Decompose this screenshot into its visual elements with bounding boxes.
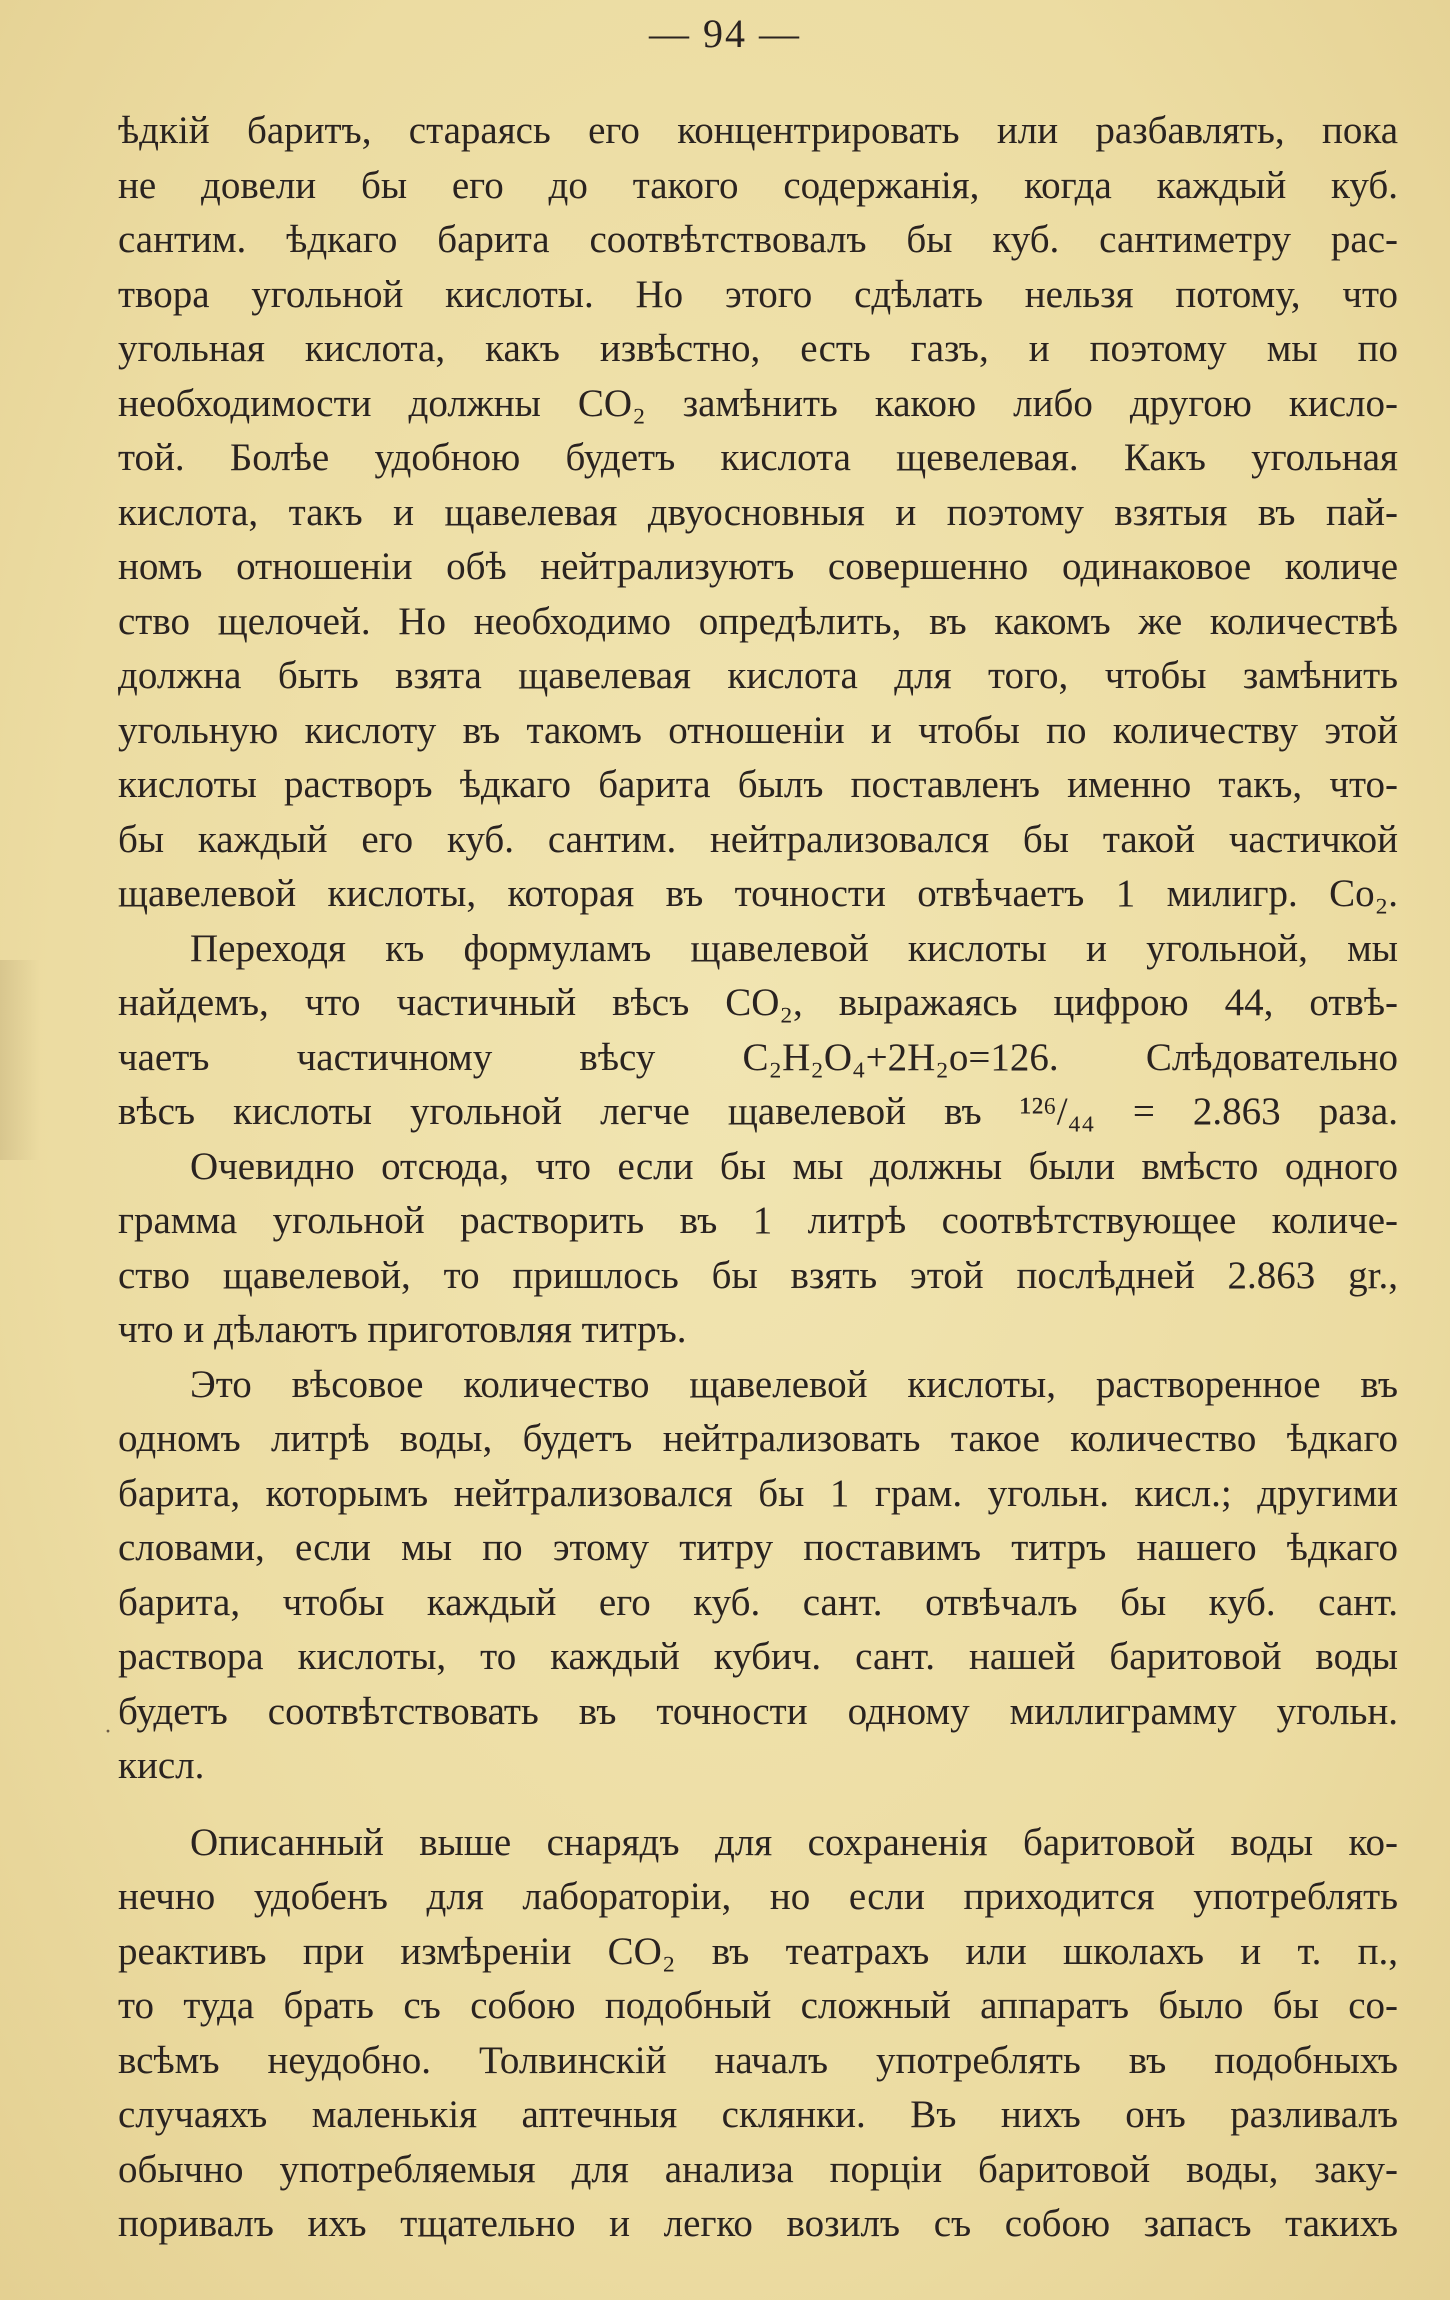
text-line: кисл. xyxy=(118,1744,205,1787)
body-text xyxy=(118,104,1398,2252)
text-line: угольная кислота, какъ извѣстно, есть газъ, и поэтому мы по xyxy=(118,327,1398,370)
text-line: сантим. ѣдкаго барита соотвѣтствовалъ бы куб. сантиметру рас- xyxy=(118,218,1398,261)
text-line: нечно удобенъ для лабораторіи, но если приходится употреблять xyxy=(118,1875,1398,1918)
text-line: чаетъ частичному вѣсу C₂H₂O₄+2H₂o=126. Слѣдовательно xyxy=(118,1035,1398,1079)
text-line: Это вѣсовое количество щавелевой кислоты, растворенное въ xyxy=(190,1362,1398,1406)
text-line: бы каждый его куб. сантим. нейтрализовался бы такой частичкой xyxy=(118,817,1398,861)
text-line: Очевидно отсюда, что если бы мы должны были вмѣсто одного xyxy=(190,1144,1398,1188)
text-line: Переходя къ формуламъ щавелевой кислоты и угольной, мы xyxy=(190,926,1398,970)
text-line: грамма угольной растворить въ 1 литрѣ соотвѣтствующее количе- xyxy=(118,1199,1398,1242)
text-line: найдемъ, что частичный вѣсъ CO₂, выражаясь цифрою 44, отвѣ- xyxy=(118,981,1398,1024)
text-line: Описанный выше снарядъ для сохраненія баритовой воды ко- xyxy=(190,1820,1398,1864)
text-line: будетъ соотвѣтствовать въ точности одному миллиграмму угольн. xyxy=(118,1689,1398,1733)
text-line: вѣсъ кислоты угольной легче щавелевой въ ¹²⁶/₄₄ = 2.863 раза. xyxy=(118,1090,1398,1133)
text-line: реактивъ при измѣреніи CO₂ въ театрахъ или школахъ и т. п., xyxy=(118,1929,1398,1973)
text-line: одномъ литрѣ воды, будетъ нейтрализовать такое количество ѣдкаго xyxy=(118,1417,1398,1460)
text-line: барита, которымъ нейтрализовался бы 1 грам. угольн. кисл.; другими xyxy=(118,1471,1398,1515)
page-edge-stain xyxy=(0,960,40,1160)
text-line: необходимости должны CO₂ замѣнить какою либо другою кисло- xyxy=(118,381,1398,425)
text-line: всѣмъ неудобно. Толвинскій началъ употреблять въ подобныхъ xyxy=(118,2038,1398,2082)
text-line: угольную кислоту въ такомъ отношеніи и чтобы по количеству этой xyxy=(118,708,1398,752)
text-line: ство щелочей. Но необходимо опредѣлить, въ какомъ же количествѣ xyxy=(118,599,1398,643)
text-line: обычно употребляемыя для анализа порціи баритовой воды, заку- xyxy=(118,2147,1398,2191)
text-line: то туда брать съ собою подобный сложный аппаратъ было бы со- xyxy=(118,1984,1398,2027)
text-line: ѣдкій баритъ, стараясь его концентрировать или разбавлять, пока xyxy=(118,109,1398,152)
margin-mark: · xyxy=(104,1719,112,1745)
text-line: должна быть взята щавелевая кислота для того, чтобы замѣнить xyxy=(118,654,1398,697)
text-line: той. Болѣе удобною будетъ кислота щевелевая. Какъ угольная xyxy=(118,436,1398,479)
page-number: — 94 — xyxy=(649,11,801,56)
text-line: поривалъ ихъ тщательно и легко возилъ съ собою запасъ такихъ xyxy=(118,2202,1398,2245)
text-line: кислота, такъ и щавелевая двуосновныя и поэтому взятыя въ пай- xyxy=(118,490,1398,534)
text-line: номъ отношеніи обѣ нейтрализуютъ совершенно одинаковое количе xyxy=(118,545,1398,588)
text-line: словами, если мы по этому титру поставимъ титръ нашего ѣдкаго xyxy=(118,1526,1398,1569)
text-line: твора угольной кислоты. Но этого сдѣлать нельзя потому, что xyxy=(118,272,1398,316)
text-line: что и дѣлаютъ приготовляя титръ. xyxy=(118,1308,687,1351)
text-line: барита, чтобы каждый его куб. сант. отвѣчалъ бы куб. сант. xyxy=(118,1580,1398,1624)
text-line: раствора кислоты, то каждый кубич. сант. нашей баритовой воды xyxy=(118,1635,1398,1678)
text-line: случаяхъ маленькія аптечныя склянки. Въ нихъ онъ разливалъ xyxy=(118,2093,1398,2136)
text-line: ство щавелевой, то пришлось бы взять этой послѣдней 2.863 gr., xyxy=(118,1253,1398,1297)
text-line: не довели бы его до такого содержанія, когда каждый куб. xyxy=(118,163,1398,207)
text-line: щавелевой кислоты, которая въ точности отвѣчаетъ 1 милигр. Co₂. xyxy=(118,872,1398,915)
text-line: кислоты растворъ ѣдкаго барита былъ поставленъ именно такъ, что- xyxy=(118,763,1398,806)
